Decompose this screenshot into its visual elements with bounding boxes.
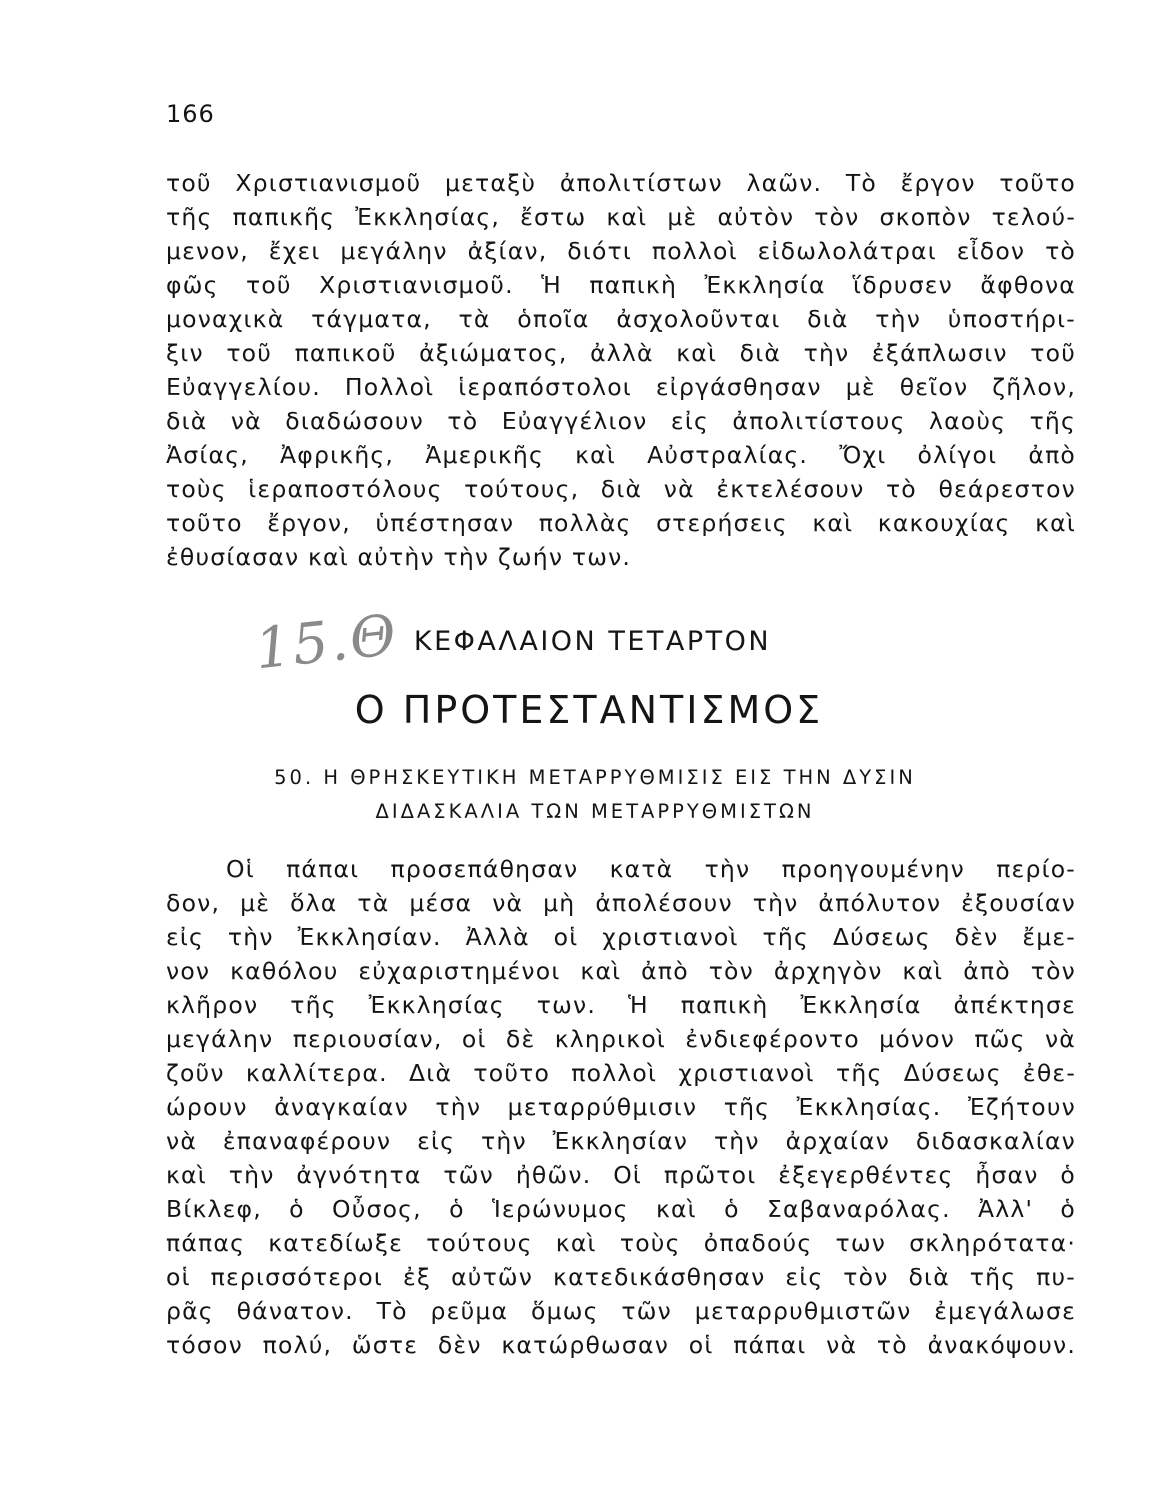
- paragraph-line: ώρουν ἀναγκαίαν τὴν μεταρρύθμισιν τῆς Ἐκκλησίας. Ἐζήτουν: [166, 1093, 1076, 1121]
- paragraph-line: νὰ ἐπαναφέρουν εἰς τὴν Ἐκκλησίαν τὴν ἀρχαίαν διδασκαλίαν: [166, 1127, 1076, 1155]
- page-number: 166: [166, 100, 215, 128]
- paragraph-line: μενον, ἔχει μεγάλην ἀξίαν, διότι πολλοὶ εἰδωλολάτραι εἶδον τὸ: [166, 237, 1076, 265]
- paragraph-line: ἐθυσίασαν καὶ αὐτὴν τὴν ζωήν των.: [166, 543, 632, 571]
- paragraph-line: πάπας κατεδίωξε τούτους καὶ τοὺς ὀπαδούς των σκληρότατα·: [166, 1229, 1076, 1257]
- paragraph-line: τοὺς ἱεραποστόλους τούτους, διὰ νὰ ἐκτελέσουν τὸ θεάρεστον: [166, 475, 1076, 503]
- paragraph-line: νον καθόλου εὐχαριστημένοι καὶ ἀπὸ τὸν ἀρχηγὸν καὶ ἀπὸ τὸν: [166, 957, 1076, 985]
- paragraph-line: φῶς τοῦ Χριστιανισμοῦ. Ἡ παπικὴ Ἐκκλησία ἵδρυσεν ἄφθονα: [166, 271, 1076, 299]
- paragraph-line: εἰς τὴν Ἐκκλησίαν. Ἀλλὰ οἱ χριστιανοὶ τῆς Δύσεως δὲν ἔμε-: [166, 923, 1076, 951]
- chapter-title: Ο ΠΡΟΤΕΣΤΑΝΤΙΣΜΟΣ: [354, 688, 824, 732]
- paragraph-line: μεγάλην περιουσίαν, οἱ δὲ κληρικοὶ ἐνδιεφέροντο μόνον πῶς νὰ: [166, 1025, 1076, 1053]
- annotation-text: 15.Θ: [251, 602, 401, 683]
- section-subtitle: ΔΙΔΑΣΚΑΛΙΑ ΤΩΝ ΜΕΤΑΡΡΥΘΜΙΣΤΩΝ: [375, 800, 815, 823]
- paragraph-line: Βίκλεφ, ὁ Οὖσος, ὁ Ἱερώνυμος καὶ ὁ Σαβαναρόλας. Ἀλλ' ὁ: [166, 1195, 1076, 1223]
- paragraph-line: ξιν τοῦ παπικοῦ ἀξιώματος, ἀλλὰ καὶ διὰ τὴν ἐξάπλωσιν τοῦ: [166, 339, 1076, 367]
- paragraph-line: Οἱ πάπαι προσεπάθησαν κατὰ τὴν προηγουμένην περίο-: [226, 855, 1076, 883]
- paragraph-line: ζοῦν καλλίτερα. Διὰ τοῦτο πολλοὶ χριστιανοὶ τῆς Δύσεως ἐθε-: [166, 1059, 1076, 1087]
- chapter-label: ΚΕΦΑΛΑΙΟΝ ΤΕΤΑΡΤΟΝ: [413, 626, 772, 657]
- paragraph-line: οἱ περισσότεροι ἐξ αὐτῶν κατεδικάσθησαν εἰς τὸν διὰ τῆς πυ-: [166, 1263, 1076, 1291]
- paragraph-line: μοναχικὰ τάγματα, τὰ ὁποῖα ἀσχολοῦνται διὰ τὴν ὑποστήρι-: [166, 305, 1076, 333]
- paragraph-line: Ἀσίας, Ἀφρικῆς, Ἀμερικῆς καὶ Αὐστραλίας. Ὄχι ὀλίγοι ἀπὸ: [166, 441, 1076, 469]
- paragraph-line: τοῦτο ἔργον, ὑπέστησαν πολλὰς στερήσεις καὶ κακουχίας καὶ: [166, 509, 1076, 537]
- paragraph-line: τῆς παπικῆς Ἐκκλησίας, ἔστω καὶ μὲ αὐτὸν τὸν σκοπὸν τελού-: [166, 203, 1076, 231]
- section-title: 50. Η ΘΡΗΣΚΕΥΤΙΚΗ ΜΕΤΑΡΡΥΘΜΙΣΙΣ ΕΙΣ ΤΗΝ ΔΥΣΙΝ: [274, 766, 916, 789]
- paragraph-line: τοῦ Χριστιανισμοῦ μεταξὺ ἀπολιτίστων λαῶν. Τὸ ἔργον τοῦτο: [166, 169, 1076, 197]
- paragraph-line: Εὐαγγελίου. Πολλοὶ ἱεραπόστολοι εἰργάσθησαν μὲ θεῖον ζῆλον,: [166, 373, 1076, 401]
- paragraph-line: καὶ τὴν ἀγνότητα τῶν ἠθῶν. Οἱ πρῶτοι ἐξεγερθέντες ἦσαν ὁ: [166, 1161, 1076, 1189]
- paragraph-line: διὰ νὰ διαδώσουν τὸ Εὐαγγέλιον εἰς ἀπολιτίστους λαοὺς τῆς: [166, 407, 1076, 435]
- paragraph-line: ρᾶς θάνατον. Τὸ ρεῦμα ὅμως τῶν μεταρρυθμιστῶν ἐμεγάλωσε: [166, 1297, 1076, 1325]
- paragraph-line: δον, μὲ ὅλα τὰ μέσα νὰ μὴ ἀπολέσουν τὴν ἀπόλυτον ἐξουσίαν: [166, 889, 1076, 917]
- paragraph-line: τόσον πολύ, ὥστε δὲν κατώρθωσαν οἱ πάπαι νὰ τὸ ἀνακόψουν.: [166, 1331, 1076, 1359]
- paragraph-line: κλῆρον τῆς Ἐκκλησίας των. Ἡ παπικὴ Ἐκκλησία ἀπέκτησε: [166, 991, 1076, 1019]
